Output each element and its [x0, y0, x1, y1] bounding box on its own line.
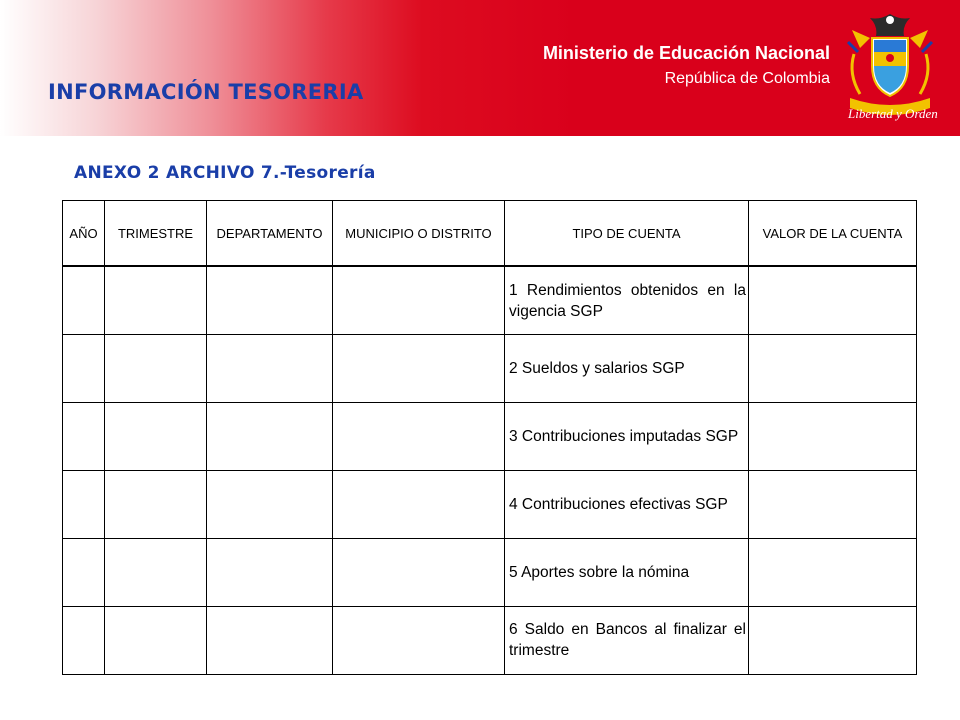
column-header-valor-de-la-cuenta: VALOR DE LA CUENTA: [749, 201, 917, 267]
cell-valor: [749, 402, 917, 470]
cell-municipio: [333, 402, 505, 470]
cell-anio: [63, 606, 105, 674]
table-row: [63, 538, 917, 606]
cell-departamento: [207, 470, 333, 538]
cell-trimestre: [105, 266, 207, 335]
cell-valor: [749, 266, 917, 335]
header-banner: [0, 0, 960, 136]
cell-anio: [63, 266, 105, 335]
page-title: INFORMACIÓN TESORERIA: [48, 80, 364, 104]
cell-departamento: [207, 335, 333, 403]
cell-trimestre: [105, 402, 207, 470]
cell-tipo-de-cuenta: 3 Contribuciones imputadas SGP: [505, 402, 749, 470]
cell-valor: [749, 606, 917, 674]
cell-tipo-de-cuenta: 2 Sueldos y salarios SGP: [505, 335, 749, 403]
table-row: [63, 606, 917, 674]
cell-tipo-de-cuenta: 6 Saldo en Bancos al finalizar el trimestre: [505, 606, 749, 674]
cell-anio: [63, 538, 105, 606]
cell-anio: [63, 402, 105, 470]
table-row: [63, 402, 917, 470]
cell-tipo-de-cuenta: 1 Rendimientos obtenidos en la vigencia SGP: [505, 266, 749, 335]
cell-trimestre: [105, 470, 207, 538]
ministry-block: [543, 42, 830, 90]
cell-departamento: [207, 606, 333, 674]
table-row: [63, 335, 917, 403]
column-header-municipio: MUNICIPIO O DISTRITO: [333, 201, 505, 267]
column-header-trimestre: TRIMESTRE: [105, 201, 207, 267]
cell-valor: [749, 470, 917, 538]
cell-municipio: [333, 538, 505, 606]
cell-departamento: [207, 402, 333, 470]
cell-municipio: [333, 470, 505, 538]
cell-anio: [63, 335, 105, 403]
cell-municipio: [333, 266, 505, 335]
cell-valor: [749, 538, 917, 606]
table-header-row: [63, 201, 917, 267]
treasury-table: [62, 200, 917, 675]
column-header-departamento: DEPARTAMENTO: [207, 201, 333, 267]
cell-tipo-de-cuenta: 4 Contribuciones efectivas SGP: [505, 470, 749, 538]
cell-anio: [63, 470, 105, 538]
column-header-anio: AÑO: [63, 201, 105, 267]
republic-name: República de Colombia: [664, 70, 830, 87]
cell-municipio: [333, 335, 505, 403]
motto-text: Libertad y Orden: [848, 106, 938, 121]
cell-trimestre: [105, 538, 207, 606]
cell-trimestre: [105, 606, 207, 674]
table-row: [63, 266, 917, 335]
cell-valor: [749, 335, 917, 403]
cell-municipio: [333, 606, 505, 674]
table-row: [63, 470, 917, 538]
cell-tipo-de-cuenta: 5 Aportes sobre la nómina: [505, 538, 749, 606]
cell-departamento: [207, 266, 333, 335]
cell-trimestre: [105, 335, 207, 403]
ministry-name: Ministerio de Educación Nacional: [542, 43, 830, 63]
page-subtitle: ANEXO 2 ARCHIVO 7.-Tesorería: [74, 163, 376, 183]
column-header-tipo-de-cuenta: TIPO DE CUENTA: [505, 201, 749, 267]
cell-departamento: [207, 538, 333, 606]
